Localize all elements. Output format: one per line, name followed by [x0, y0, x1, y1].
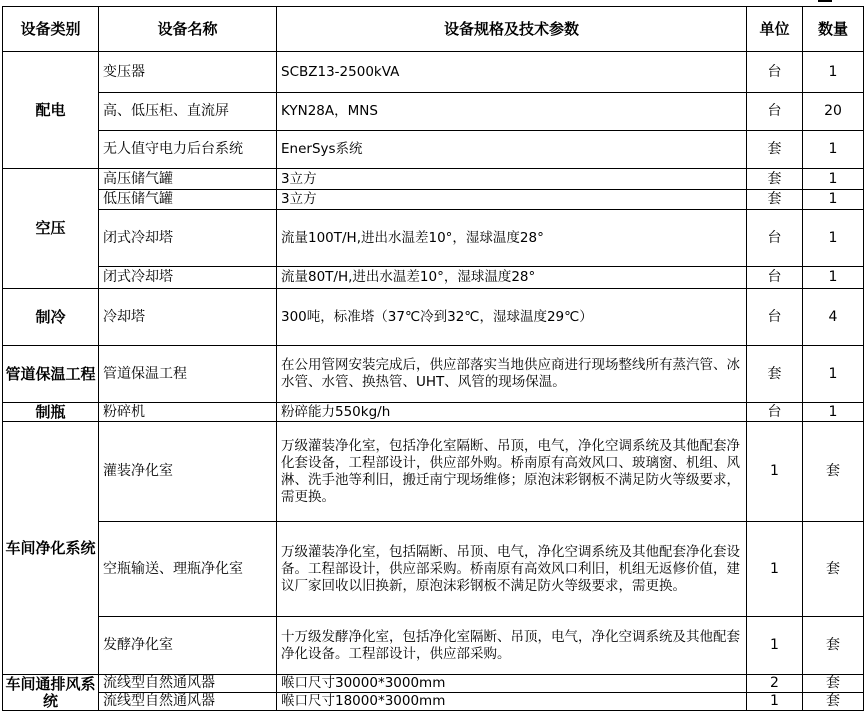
row-name: 冷却塔 — [99, 289, 277, 346]
row-spec: 十万级发酵净化室，包括净化室隔断、吊顶，电气，净化空调系统及其他配套净化设备。工程部设计，供应部采购。 — [277, 617, 747, 675]
row-unit: 套 — [747, 169, 803, 190]
row-spec: 喉口尺寸18000*3000mm — [277, 693, 747, 711]
row-qty: 4 — [803, 289, 864, 346]
row-name: 高、低压柜、直流屏 — [99, 93, 277, 131]
category-clean: 车间净化系统 — [3, 422, 99, 675]
row-spec: 300吨，标准塔（37℃冷到32℃，湿球温度29℃） — [277, 289, 747, 346]
table-row — [3, 675, 864, 693]
row-name: 变压器 — [99, 52, 277, 93]
row-spec: 在公用管网安装完成后，供应部落实当地供应商进行现场整线所有蒸汽管、冰水管、水管、换热管、UHT、风管的现场保温。 — [277, 346, 747, 403]
table-row — [3, 422, 864, 522]
row-qty: 1 — [803, 403, 864, 422]
row-name: 闭式冷却塔 — [99, 210, 277, 267]
row-spec: 粉碎能力550kg/h — [277, 403, 747, 422]
row-unit: 套 — [747, 131, 803, 169]
row-name: 流线型自然通风器 — [99, 693, 277, 711]
row-unit: 台 — [747, 267, 803, 289]
row-name: 管道保温工程 — [99, 346, 277, 403]
row-spec: KYN28A，MNS — [277, 93, 747, 131]
row-name: 空瓶输送、理瓶净化室 — [99, 522, 277, 617]
row-unit: 2 — [747, 675, 803, 693]
row-qty: 套 — [803, 693, 864, 711]
row-qty: 套 — [803, 617, 864, 675]
row-unit: 套 — [747, 346, 803, 403]
table-row — [3, 52, 864, 93]
table-row — [3, 131, 864, 169]
row-spec: SCBZ13-2500kVA — [277, 52, 747, 93]
header-unit: 单位 — [747, 7, 803, 52]
table-row — [3, 190, 864, 210]
equipment-table — [2, 6, 864, 711]
row-unit: 1 — [747, 522, 803, 617]
header-spec: 设备规格及技术参数 — [277, 7, 747, 52]
row-qty: 1 — [803, 131, 864, 169]
category-power: 配电 — [3, 52, 99, 169]
table-row — [3, 522, 864, 617]
row-spec: 万级灌装净化室，包括净化室隔断、吊顶，电气，净化空调系统及其他配套净化套设备，工程部设计，供应部外购。桥南原有高效风口、玻璃窗、机组、风淋、洗手池等利旧，搬迁南宁现场维修；原泡沫彩钢板不满足防火等级要求，需更换。 — [277, 422, 747, 522]
row-qty: 1 — [803, 210, 864, 267]
row-unit: 1 — [747, 693, 803, 711]
category-bottle: 制瓶 — [3, 403, 99, 422]
header-category: 设备类别 — [3, 7, 99, 52]
table-row — [3, 267, 864, 289]
table-row — [3, 289, 864, 346]
row-spec: 万级灌装净化室，包括隔断、吊顶、电气，净化空调系统及其他配套净化套设备。工程部设计，供应部采购。桥南原有高效风口利旧，机组无返修价值，建议厂家回收以旧换新，原泡沫彩钢板不满足防火等级要求，需更换。 — [277, 522, 747, 617]
row-qty: 1 — [803, 190, 864, 210]
category-pipe: 管道保温工程 — [3, 346, 99, 403]
row-name: 无人值守电力后台系统 — [99, 131, 277, 169]
header-name: 设备名称 — [99, 7, 277, 52]
table-row — [3, 93, 864, 131]
row-spec: 流量100T/H,进出水温差10°，湿球温度28° — [277, 210, 747, 267]
row-qty: 1 — [803, 169, 864, 190]
row-unit: 1 — [747, 422, 803, 522]
row-qty: 套 — [803, 675, 864, 693]
corner-mark — [818, 0, 832, 2]
row-unit: 台 — [747, 403, 803, 422]
row-qty: 20 — [803, 93, 864, 131]
row-name: 闭式冷却塔 — [99, 267, 277, 289]
row-qty: 套 — [803, 522, 864, 617]
table-row — [3, 210, 864, 267]
row-spec: 流量80T/H,进出水温差10°，湿球温度28° — [277, 267, 747, 289]
category-cooling: 制冷 — [3, 289, 99, 346]
row-name: 流线型自然通风器 — [99, 675, 277, 693]
row-spec: 喉口尺寸30000*3000mm — [277, 675, 747, 693]
category-air: 空压 — [3, 169, 99, 289]
row-unit: 套 — [747, 190, 803, 210]
row-qty: 1 — [803, 52, 864, 93]
row-spec: EnerSys系统 — [277, 131, 747, 169]
category-vent: 车间通排风系统 — [3, 675, 99, 711]
row-name: 高压储气罐 — [99, 169, 277, 190]
row-unit: 台 — [747, 52, 803, 93]
row-spec: 3立方 — [277, 169, 747, 190]
header-row — [3, 7, 864, 52]
row-qty: 1 — [803, 346, 864, 403]
row-unit: 1 — [747, 617, 803, 675]
row-unit: 台 — [747, 93, 803, 131]
row-qty: 套 — [803, 422, 864, 522]
table-row — [3, 693, 864, 711]
row-name: 灌装净化室 — [99, 422, 277, 522]
row-unit: 台 — [747, 289, 803, 346]
table-row — [3, 346, 864, 403]
row-name: 发酵净化室 — [99, 617, 277, 675]
row-unit: 台 — [747, 210, 803, 267]
table-row — [3, 169, 864, 190]
table-row — [3, 403, 864, 422]
table-row — [3, 617, 864, 675]
row-qty: 1 — [803, 267, 864, 289]
header-qty: 数量 — [803, 7, 864, 52]
row-name: 粉碎机 — [99, 403, 277, 422]
row-name: 低压储气罐 — [99, 190, 277, 210]
row-spec: 3立方 — [277, 190, 747, 210]
